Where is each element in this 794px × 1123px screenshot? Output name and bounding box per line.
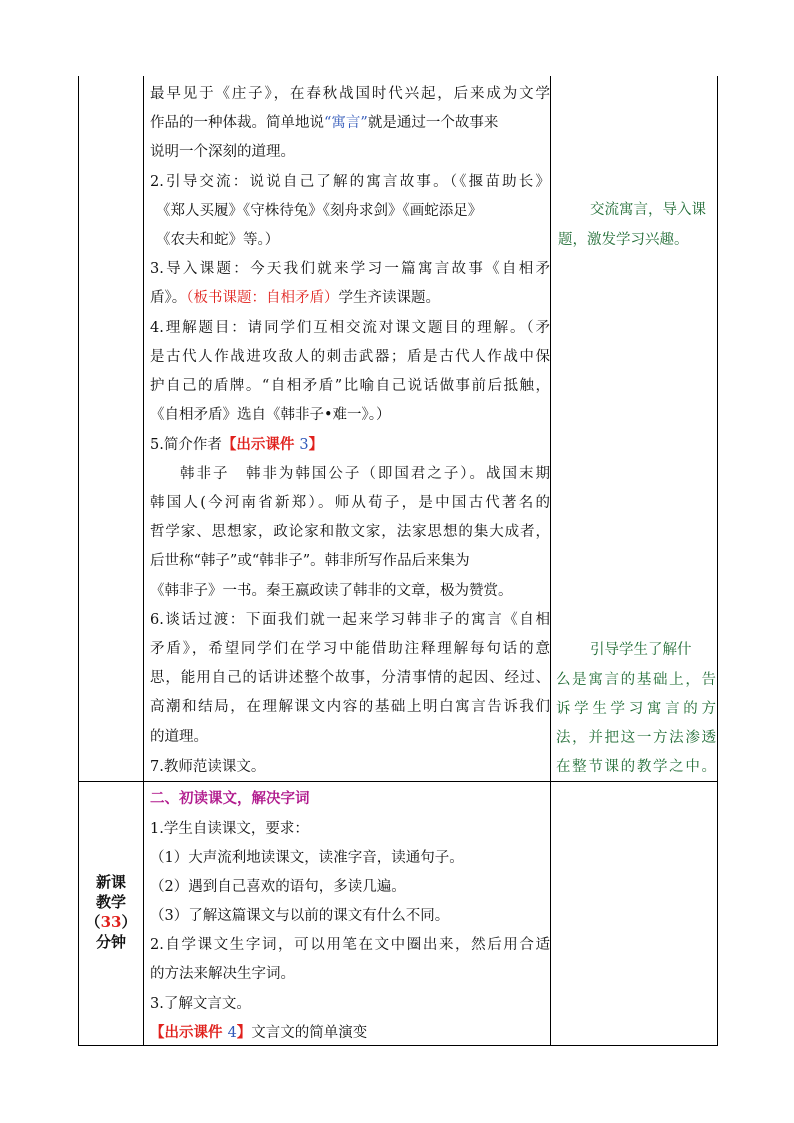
text-line: [150, 113, 498, 133]
paren-open: （: [85, 913, 101, 931]
note-line: 引导学生了解什: [590, 642, 692, 658]
paren-close: ）: [121, 913, 137, 931]
table-border-bottom: [78, 1045, 718, 1046]
row-label-line-2: 教学: [95, 893, 126, 911]
text-span: 文言文的简单演变: [251, 1025, 368, 1041]
board-title-note: （板书课题：自相矛盾）: [186, 290, 339, 306]
note-line: 题，激发学习兴趣。: [558, 232, 689, 248]
note-line: 么是寓言的基础上，告: [556, 672, 716, 688]
courseware-tag-close: 】: [308, 436, 324, 453]
table-divider-notes: [550, 76, 551, 1046]
text-line: 的道理。: [150, 729, 208, 745]
text-line: 哲学家、思想家，政论家和散文家，法家思想的集大成者，: [150, 524, 550, 540]
text-line: [150, 435, 323, 455]
text-line: 《韩非子》一书。秦王嬴政读了韩非的文章，极为赞赏。: [150, 583, 513, 599]
text-line: 《自相矛盾》选自《韩非子•难一》。）: [150, 407, 391, 423]
text-line: [150, 288, 440, 308]
table-row-divider: [78, 781, 718, 782]
text-line: 高潮和结局，在理解课文内容的基础上明白寓言告诉我们: [150, 699, 550, 715]
text-line: 7.教师范读课文。: [150, 759, 266, 775]
text-line: 矛盾》，希望同学们在学习中能借助注释理解每句话的意: [150, 641, 550, 657]
note-line: 诉学生学习寓言的方: [556, 701, 716, 717]
text-line: （3）了解这篇课文与以前的课文有什么不同。: [150, 908, 450, 924]
text-line: 的方法来解决生字词。: [150, 966, 295, 982]
text-line: 韩非子 韩非为韩国公子（即国君之子）。战国末期: [180, 466, 550, 482]
note-line: 交流寓言，导入课: [590, 202, 706, 218]
duration-minutes: 33: [100, 913, 122, 931]
text-line: 《农夫和蛇》等。）: [156, 232, 280, 248]
text-line: 是古代人作战进攻敌人的刺击武器；盾是古代人作战中保: [150, 349, 550, 365]
row-label-new-lesson: [82, 872, 140, 952]
courseware-number: 3: [299, 437, 309, 453]
text-span: 作品的一种体裁。简单地说: [150, 115, 324, 131]
text-line: （2）遇到自己喜欢的语句，多读几遍。: [150, 879, 406, 895]
courseware-number: 4: [227, 1025, 237, 1041]
table-border-left: [78, 76, 79, 1046]
text-line: 《郑人买履》《守株待兔》《刻舟求剑》《画蛇添足》: [156, 203, 483, 219]
courseware-tag-close: 】: [236, 1024, 252, 1041]
text-line: 思，能用自己的话讲述整个故事，分清事情的起因、经过、: [150, 670, 550, 686]
text-span: 学生齐读课题。: [338, 290, 440, 306]
text-line: 说明一个深刻的道理。: [150, 144, 295, 160]
row-label-line-1: 新课: [95, 873, 126, 891]
text-line: （1）大声流利地读课文，读准字音，读通句子。: [150, 850, 464, 866]
text-line: 1.学生自读课文，要求：: [150, 821, 309, 837]
table-border-right: [717, 76, 718, 1046]
section-heading: 二、初读课文，解决字词: [150, 790, 310, 807]
text-line: 3.导入课题：今天我们就来学习一篇寓言故事《自相矛: [150, 261, 550, 277]
text-line: 2.自学课文生字词，可以用笔在文中圈出来，然后用合适: [150, 937, 550, 953]
text-span: 盾》。: [150, 290, 187, 306]
fable-term: “寓言”: [324, 115, 368, 131]
note-line: 法，并把这一方法渗透: [556, 730, 716, 746]
note-line: 在整节课的教学之中。: [556, 759, 716, 775]
table-divider-label: [143, 76, 144, 1046]
row-label-duration: [82, 912, 140, 932]
text-line: 后世称“韩子”或“韩非子”。韩非所写作品后来集为: [150, 553, 470, 569]
text-line: 6.谈话过渡：下面我们就一起来学习韩非子的寓言《自相: [150, 612, 550, 628]
text-span: 就是通过一个故事来: [367, 115, 499, 131]
text-line: [150, 1023, 367, 1043]
text-line: 4.理解题目：请同学们互相交流对课文题目的理解。（矛: [150, 320, 550, 336]
row-label-line-4: 分钟: [95, 933, 126, 951]
text-span: 5.简介作者: [150, 437, 222, 453]
text-line: 护自己的盾牌。“自相矛盾”比喻自己说话做事前后抵触，: [150, 378, 550, 394]
courseware-tag: 【出示课件: [221, 436, 300, 453]
text-line: 最早见于《庄子》，在春秋战国时代兴起，后来成为文学: [150, 86, 550, 102]
courseware-tag: 【出示课件: [150, 1024, 228, 1041]
text-line: 韩国人(今河南省新郑）。师从荀子，是中国古代著名的: [150, 495, 550, 511]
text-line: 2.引导交流：说说自己了解的寓言故事。（《揠苗助长》: [150, 174, 550, 190]
text-line: 3.了解文言文。: [150, 996, 251, 1012]
